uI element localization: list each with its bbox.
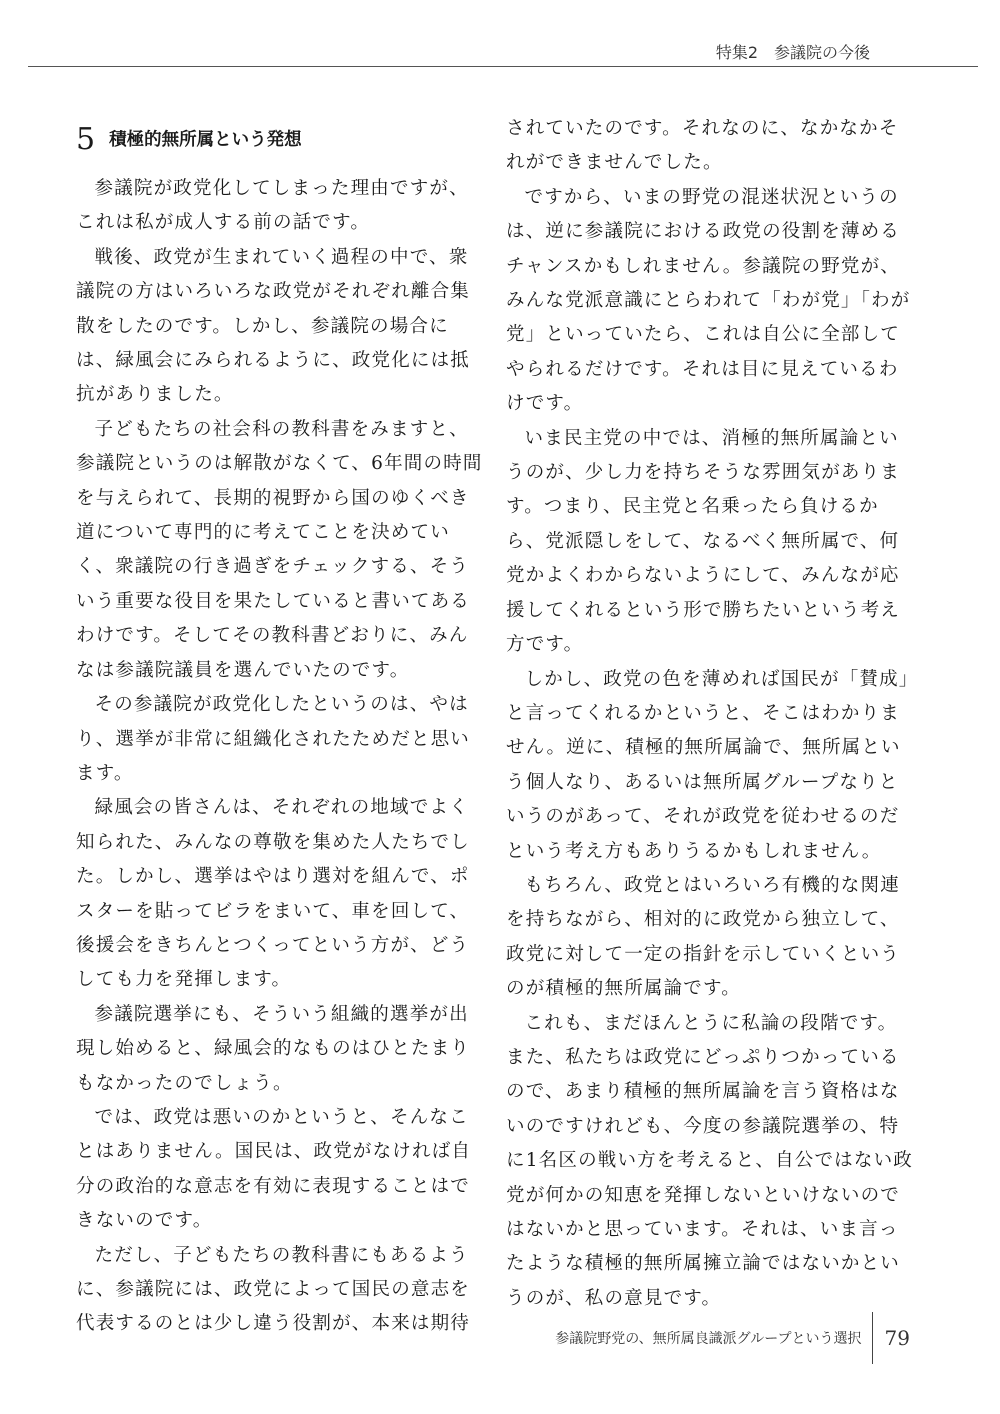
- section-title: 積極的無所属という発想: [109, 129, 302, 150]
- page-number: 79: [884, 1326, 910, 1350]
- paragraph-continued: されていたのです。それなのに、なかなかそれができませんでした。: [506, 118, 899, 174]
- right-column: [506, 112, 916, 1316]
- paragraph: いま民主党の中では、消極的無所属論というのが、少し力を持ちそうな雰囲気があります。つまり、民主党と名乗ったら負けるから、党派隠しをして、なるべく無所属で、何党かよくわからないようにして、みんなが応援してくれるという形で勝ちたいという考え方です。: [506, 427, 901, 656]
- paragraph: では、政党は悪いのかというと、そんなことはありません。国民は、政党がなければ自分の政治的な意志を有効に表現することはできないのです。: [76, 1106, 472, 1232]
- paragraph: その参議院が政党化したというのは、やはり、選挙が非常に組織化されたためだと思います。: [76, 694, 471, 784]
- paragraph: 子どもたちの社会科の教科書をみますと、参議院というのは解散がなくて、6年間の時間を与えられて、長期的視野から国のゆくべき道について専門的に考えてことを決めていく、衆議院の行き過ぎをチェックする、そういう重要な役目を果たしていると書いてあるわけです。そしてその教科書どおりに、みんなは参議院議員を選んでいたのです。: [76, 418, 483, 681]
- paragraph: これも、まだほんとうに私論の段階です。また、私たちは政党にどっぷりつかっているので、あまり積極的無所属論を言う資格はないのですけれども、今度の参議院選挙の、特に1名区の戦い方を考えると、自公ではない政党が何かの知恵を発揮しないといけないのではないかと思っています。それは、いま言ったような積極的無所属擁立論ではないかというのが、私の意見です。: [506, 1012, 913, 1309]
- paragraph: もちろん、政党とはいろいろ有機的な関連を持ちながら、相対的に政党から独立して、政党に対して一定の指針を示していくというのが積極的無所属論です。: [506, 874, 901, 1000]
- footer-title: 参議院野党の、無所属良識派グループという選択: [555, 1331, 862, 1347]
- paragraph: しかし、政党の色を薄めれば国民が「賛成」と言ってくれるかというと、そこはわかりません。逆に、積極的無所属論で、無所属という個人なり、あるいは無所属グループなりというのがあって、それが政党を従わせるのだという考え方もありうるかもしれません。: [506, 668, 910, 862]
- paragraph: 緑風会の皆さんは、それぞれの地域でよく知られた、みんなの尊敬を集めた人たちでした。しかし、選挙はやはり選対を組んで、ポスターを貼ってビラをまいて、車を回して、後援会をきちんとつくってという方が、どうしても力を発揮します。: [76, 797, 470, 991]
- paragraph: 参議院選挙にも、そういう組織的選挙が出現し始めると、緑風会的なものはひとたまりもなかったのでしょう。: [76, 1003, 471, 1094]
- page-footer: [555, 1312, 910, 1364]
- paragraph: ですから、いまの野党の混迷状況というのは、逆に参議院における政党の役割を薄めるチャンスかもしれません。参議院の野党が、みんな党派意識にとらわれて「わが党」「わが党」といっていたら、これは自公に全部してやられるだけです。それは目に見えているわけです。: [506, 186, 911, 415]
- paragraph: 戦後、政党が生まれていく過程の中で、衆議院の方はいろいろな政党がそれぞれ離合集散をしたのです。しかし、参議院の場合には、緑風会にみられるように、政党化には抵抗がありました。: [76, 246, 471, 406]
- paragraph: 参議院が政党化してしまった理由ですが、これは私が成人する前の話です。: [76, 178, 469, 234]
- running-head: 特集2 参議院の今後: [715, 43, 870, 62]
- section-heading: [76, 112, 486, 168]
- section-number: 5: [76, 121, 96, 157]
- paragraph: ただし、子どもたちの教科書にもあるように、参議院には、政党によって国民の意志を代表するのとは少し違う役割が、本来は期待: [76, 1244, 471, 1335]
- left-column: [76, 112, 486, 1342]
- header-rule: [28, 66, 978, 67]
